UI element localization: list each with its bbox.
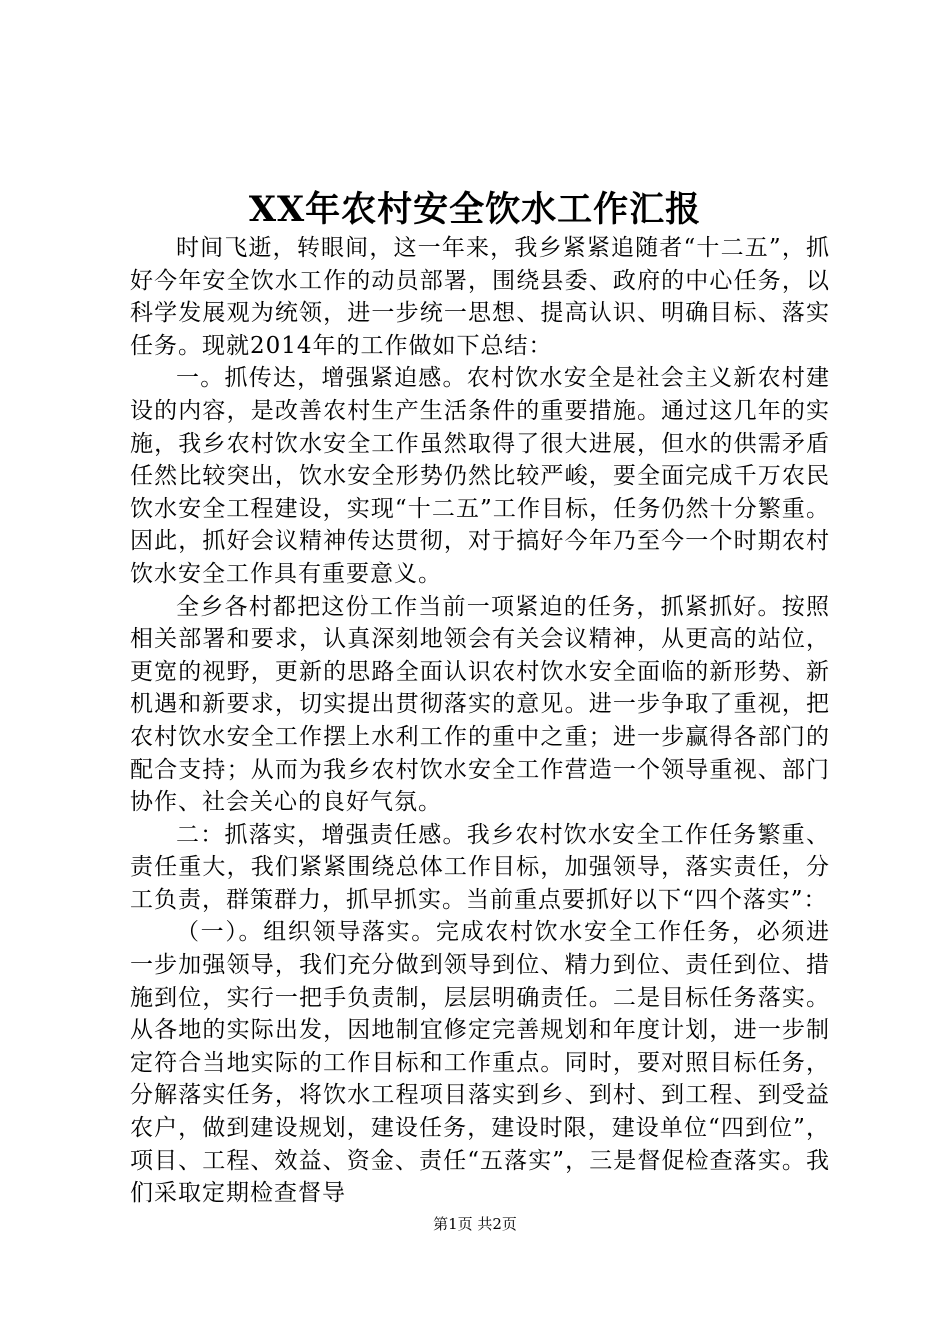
- paragraph-section-one-detail: 全乡各村都把这份工作当前一项紧迫的任务，抓紧抓好。按照相关部署和要求，认真深刻地领会有关会议精神，从更高的站位，更宽的视野，更新的思路全面认识农村饮水安全面临的新形势、新机遇和新要求，切实提出贯彻落实的意见。进一步争取了重视，把农村饮水安全工作摆上水利工作的重中之重；进一步赢得各部门的配合支持；从而为我乡农村饮水安全工作营造一个领导重视、部门协作、社会关心的良好气氛。: [130, 593, 830, 816]
- document-body: [130, 232, 830, 1210]
- paragraph-section-one: 一。抓传达，增强紧迫感。农村饮水安全是社会主义新农村建设的内容，是改善农村生产生活条件的重要措施。通过这几年的实施，我乡农村饮水安全工作虽然取得了很大进展，但水的供需矛盾任然比较突出，饮水安全形势仍然比较严峻，要全面完成千万农民饮水安全工程建设，实现“十二五”工作目标，任务仍然十分繁重。因此，抓好会议精神传达贯彻，对于搞好今年乃至今一个时期农村饮水安全工作具有重要意义。: [130, 365, 830, 587]
- paragraph-subsection-one: （一）。组织领导落实。完成农村饮水安全工作任务，必须进一步加强领导，我们充分做到领导到位、精力到位、责任到位、措施到位，实行一把手负责制，层层明确责任。二是目标任务落实。从各地的实际出发，因地制宜修定完善规划和年度计划，进一步制定符合当地实际的工作目标和工作重点。同时，要对照目标任务，分解落实任务，将饮水工程项目落实到乡、到村、到工程、到受益农户，做到建设规划，建设任务，建设时限，建设单位“四到位”，项目、工程、效益、资金、责任“五落实”，三是督促检查落实。我们采取定期检查督导: [130, 919, 830, 1207]
- paragraph-intro: 时间飞逝，转眼间，这一年来，我乡紧紧追随者“十二五”，抓好今年安全饮水工作的动员部署，围绕县委、政府的中心任务，以科学发展观为统领，进一步统一思想、提高认识、明确目标、落实任务。现就2014年的工作做如下总结：: [130, 235, 830, 359]
- document-title: XX年农村安全饮水工作汇报: [248, 189, 702, 230]
- page-number-footer: 第1页 共2页: [433, 1215, 517, 1233]
- paragraph-section-two: 二：抓落实，增强责任感。我乡农村饮水安全工作任务繁重、责任重大，我们紧紧围绕总体工作目标，加强领导，落实责任，分工负责，群策群力，抓早抓实。当前重点要抓好以下“四个落实”：: [130, 821, 830, 913]
